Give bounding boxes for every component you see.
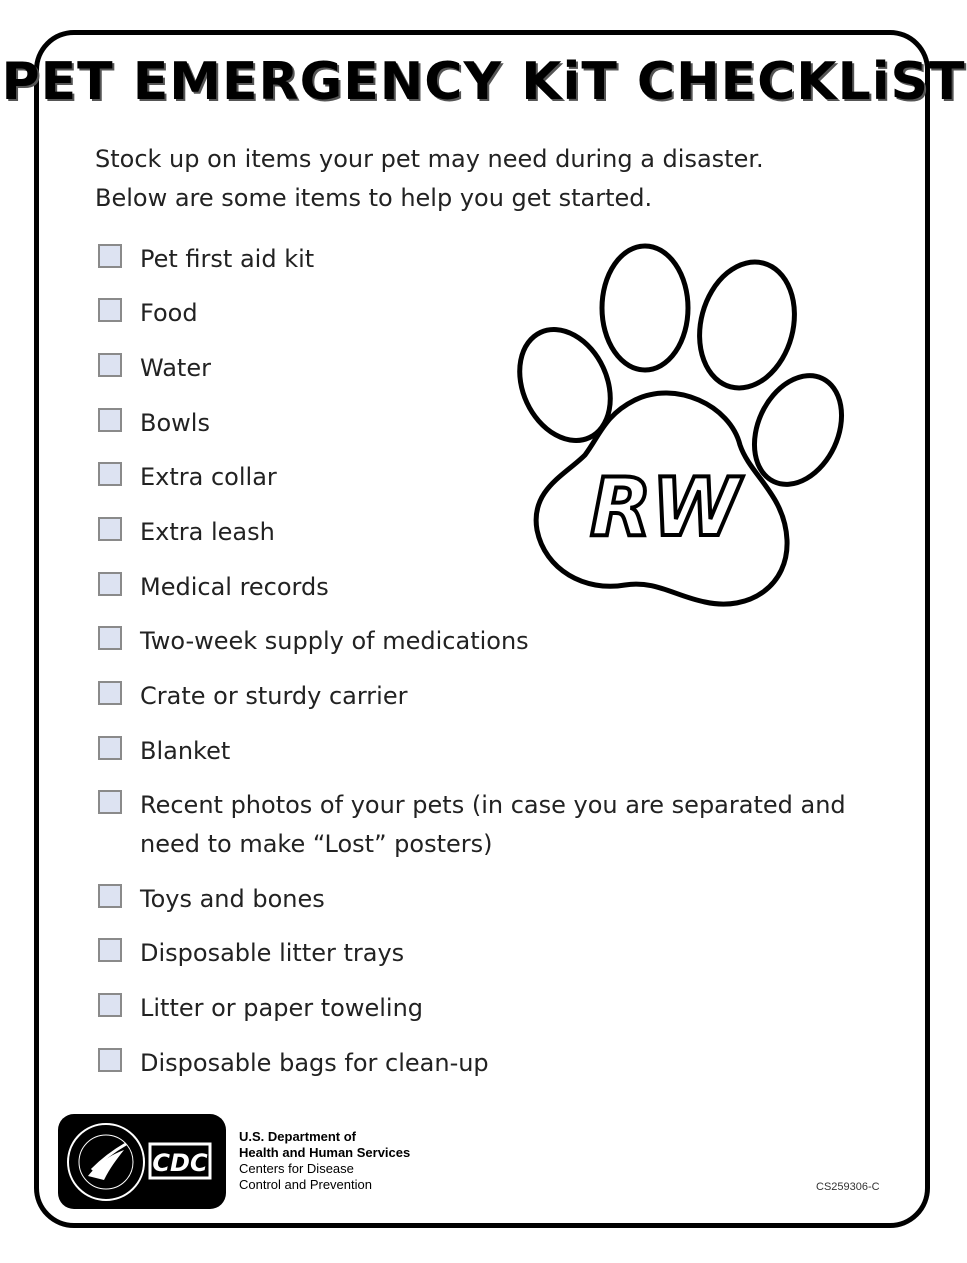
checklist-item [98, 934, 880, 973]
cdc-name-line-1: Centers for Disease [239, 1161, 354, 1176]
page-title [0, 52, 967, 112]
page-title-text: PET EMERGENCY KiT CHECKLiST [1, 52, 966, 112]
checkbox[interactable] [98, 298, 122, 322]
checklist-item [98, 989, 880, 1028]
checklist-item-label: Water [140, 354, 211, 382]
checklist-item [98, 880, 880, 919]
checklist-item-label: Blanket [140, 737, 231, 765]
checkbox[interactable] [98, 1048, 122, 1072]
checklist-item-label: Recent photos of your pets (in case you are separated and need to make “Lost” posters) [140, 791, 846, 858]
checklist-item-label: Disposable litter trays [140, 939, 405, 967]
checkbox[interactable] [98, 884, 122, 908]
checklist-item-label: Pet first aid kit [140, 245, 315, 273]
intro-text [95, 140, 895, 218]
hhs-seal-icon [58, 1114, 226, 1209]
checkbox[interactable] [98, 938, 122, 962]
checkbox[interactable] [98, 244, 122, 268]
checklist-item [98, 732, 880, 771]
checklist-item [98, 622, 880, 661]
document-code: CS259306-C [816, 1181, 880, 1193]
checkbox[interactable] [98, 517, 122, 541]
checkbox[interactable] [98, 572, 122, 596]
paw-logo-text: RW [590, 461, 740, 554]
checkbox[interactable] [98, 790, 122, 814]
checklist-item-label: Medical records [140, 573, 329, 601]
checklist-item-label: Litter or paper toweling [140, 994, 424, 1022]
checklist-item [98, 786, 880, 864]
checklist-item-label: Food [140, 299, 198, 327]
cdc-name-line-2: Control and Prevention [239, 1177, 372, 1192]
checkbox[interactable] [98, 462, 122, 486]
intro-line-1: Stock up on items your pet may need during a disaster. [95, 145, 764, 173]
checkbox[interactable] [98, 626, 122, 650]
hhs-name-line-1: U.S. Department of [239, 1129, 357, 1144]
agency-logos [58, 1114, 226, 1209]
checklist-item-label: Bowls [140, 409, 210, 437]
checklist-item-label: Extra collar [140, 463, 277, 491]
intro-line-2: Below are some items to help you get started. [95, 184, 653, 212]
paw-print-icon [515, 240, 850, 615]
checkbox[interactable] [98, 353, 122, 377]
checklist-item-label: Toys and bones [140, 885, 325, 913]
agency-names [239, 1129, 410, 1193]
checklist-item-label: Disposable bags for clean-up [140, 1049, 489, 1077]
checkbox[interactable] [98, 993, 122, 1017]
checklist-item-label: Two-week supply of medications [140, 627, 529, 655]
checklist-item [98, 1044, 880, 1083]
checklist-item-label: Extra leash [140, 518, 275, 546]
cdc-logo-icon: CDC [152, 1149, 208, 1177]
checkbox[interactable] [98, 408, 122, 432]
checkbox[interactable] [98, 736, 122, 760]
checkbox[interactable] [98, 681, 122, 705]
checklist-item-label: Crate or sturdy carrier [140, 682, 408, 710]
checklist-item [98, 677, 880, 716]
hhs-name-line-2: Health and Human Services [239, 1145, 411, 1160]
